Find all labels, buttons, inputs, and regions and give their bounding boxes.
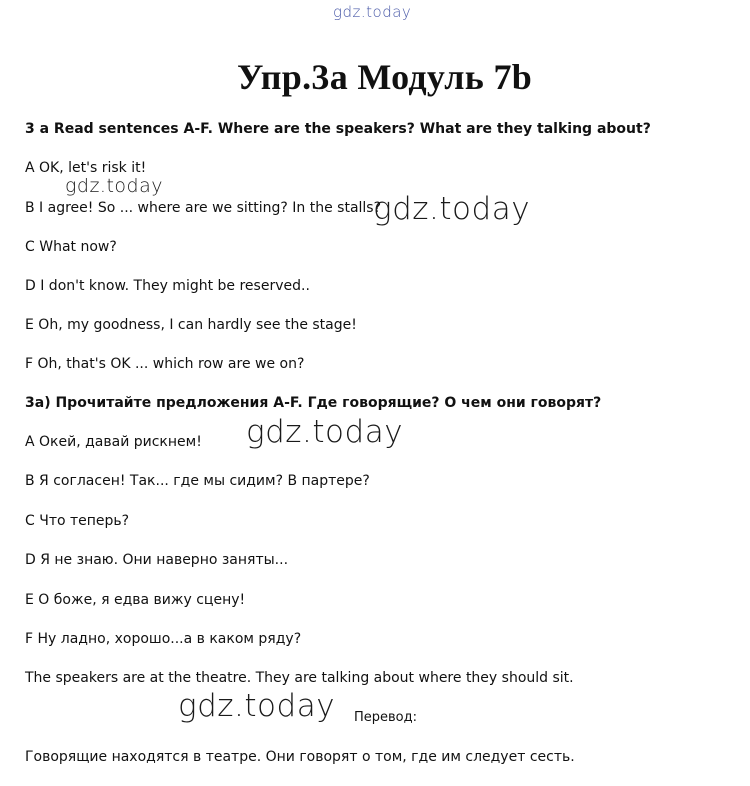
russian-line-a: A Окей, давай рискнем!: [25, 434, 202, 450]
english-line-a: A OK, let's risk it!: [25, 160, 147, 176]
russian-line-d: D Я не знаю. Они наверно заняты...: [25, 552, 289, 568]
russian-line-e: E О боже, я едва вижу сцену!: [25, 592, 246, 608]
english-line-b: B I agree! So ... where are we sitting? In the stalls?: [25, 200, 382, 216]
russian-line-b: B Я согласен! Так... где мы сидим? В партере?: [25, 473, 370, 489]
watermark: gdz.today: [373, 191, 531, 227]
answer-russian: Говорящие находятся в театре. Они говорят о том, где им следует сесть.: [25, 749, 575, 765]
watermark: gdz.today: [178, 688, 336, 724]
task-heading-english: 3 a Read sentences A-F. Where are the speakers? What are they talking about?: [25, 121, 651, 137]
answer-english: The speakers are at the theatre. They are talking about where they should sit.: [25, 670, 574, 686]
watermark: gdz.today: [65, 175, 163, 197]
english-line-f: F Oh, that's OK ... which row are we on?: [25, 356, 305, 372]
task-heading-russian: 3а) Прочитайте предложения A-F. Где говорящие? О чем они говорят?: [25, 395, 602, 411]
english-line-e: E Oh, my goodness, I can hardly see the stage!: [25, 317, 357, 333]
translation-label: Перевод:: [354, 710, 418, 725]
russian-line-f: F Ну ладно, хорошо...а в каком ряду?: [25, 631, 302, 647]
page-title: Упр.3а Модуль 7b: [237, 57, 533, 97]
english-line-c: C What now?: [25, 239, 117, 255]
watermark: gdz.today: [246, 414, 404, 450]
watermark-top: gdz.today: [333, 3, 412, 21]
russian-line-c: C Что теперь?: [25, 513, 130, 529]
english-line-d: D I don't know. They might be reserved..: [25, 278, 310, 294]
